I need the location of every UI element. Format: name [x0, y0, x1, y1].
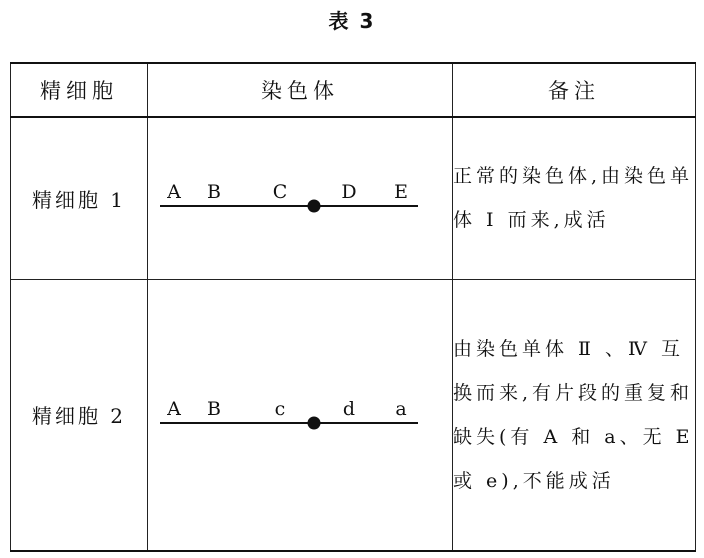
chromosome-2-drawing: [150, 385, 450, 445]
chromosome-diagram: [148, 117, 453, 279]
chromosome-diagram: [148, 279, 453, 551]
row-note: 正常的染色体,由染色单体 Ⅰ 而来,成活: [453, 117, 696, 279]
gene-label: A: [167, 181, 181, 204]
table-caption: 表 3: [328, 9, 376, 33]
gene-label: B: [207, 397, 221, 420]
gene-label: B: [207, 181, 221, 204]
row-label: 精细胞 1: [11, 117, 148, 279]
header-chromosome: 染色体: [148, 63, 453, 117]
gene-label: c: [274, 397, 286, 420]
gene-label: D: [341, 181, 357, 204]
gene-label: C: [272, 181, 288, 204]
header-cell: 精细胞: [11, 63, 148, 117]
row-label: 精细胞 2: [11, 279, 148, 551]
chromosome-table: [10, 62, 696, 552]
header-row: [11, 63, 696, 117]
centromere: [308, 416, 321, 429]
gene-label: a: [395, 397, 407, 420]
header-note: 备注: [453, 63, 696, 117]
gene-label: A: [167, 397, 181, 420]
gene-label: d: [342, 397, 356, 420]
table-row: [11, 279, 696, 551]
centromere: [308, 200, 321, 213]
gene-label: E: [394, 181, 408, 204]
row-note: 由染色单体 Ⅱ 、Ⅳ 互换而来,有片段的重复和缺失(有 A 和 a、无 E 或 e),不能成活: [453, 279, 696, 551]
chromosome-1-drawing: [150, 168, 450, 228]
table-row: [11, 117, 696, 279]
